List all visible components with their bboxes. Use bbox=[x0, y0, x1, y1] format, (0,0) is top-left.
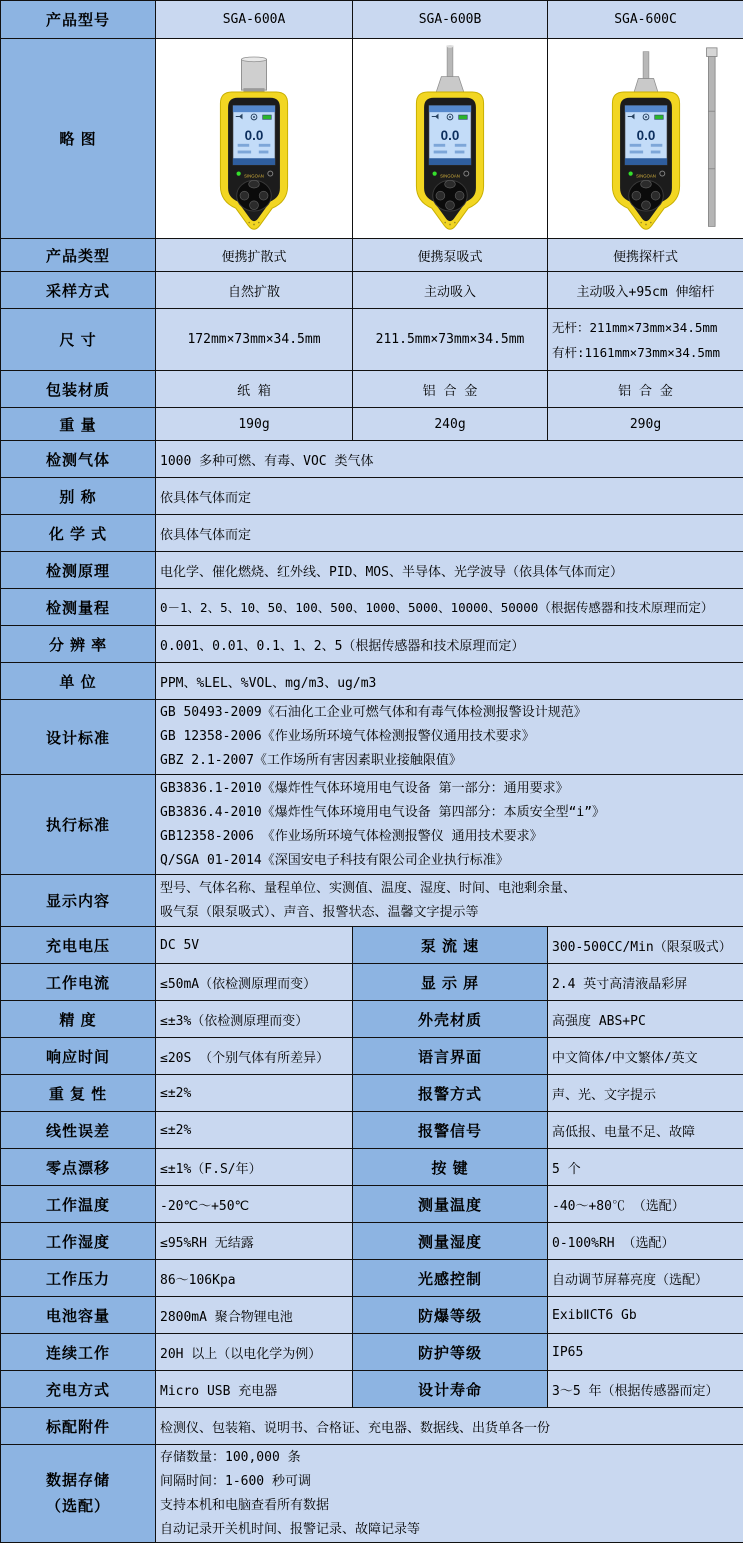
row-label-zero-drift: 零点漂移 bbox=[1, 1149, 156, 1186]
units-value: PPM、%LEL、%VOL、mg/m3、ug/m3 bbox=[156, 663, 743, 700]
row-label-design-standards: 设计标准 bbox=[1, 700, 156, 775]
execution-standard-line: Q/SGA 01-2014《深国安电子科技有限公司企业执行标准》 bbox=[160, 849, 739, 873]
row-linearity-alarm-signal bbox=[1, 1112, 743, 1149]
row-label-accuracy: 精 度 bbox=[1, 1001, 156, 1038]
resolution-value: 0.001、0.01、0.1、1、2、5（根据传感器和技术原理而定） bbox=[156, 626, 743, 663]
row-continuous-work-protection bbox=[1, 1334, 743, 1371]
buttons-value: 5 个 bbox=[548, 1149, 743, 1186]
display-content-value bbox=[156, 875, 743, 927]
detection-principle-value: 电化学、催化燃烧、红外线、PID、MOS、半导体、光学波导（依具体气体而定） bbox=[156, 552, 743, 589]
zero-drift-value: ≤±1%（F.S/年） bbox=[156, 1149, 353, 1186]
row-dimensions bbox=[1, 309, 743, 371]
row-resolution bbox=[1, 626, 743, 663]
row-battery-explosion-proof bbox=[1, 1297, 743, 1334]
row-design-standards bbox=[1, 700, 743, 775]
data-storage-line: 间隔时间：1-600 秒可调 bbox=[160, 1470, 739, 1494]
response-time-value: ≤20S （个别气体有所差异） bbox=[156, 1038, 353, 1075]
model-header-sga-600c: SGA-600C bbox=[548, 1, 743, 39]
weight-c: 290g bbox=[548, 408, 743, 441]
continuous-work-value: 20H 以上（以电化学为例） bbox=[156, 1334, 353, 1371]
dimensions-b: 211.5mm×73mm×34.5mm bbox=[353, 309, 548, 371]
row-zero-drift-buttons bbox=[1, 1149, 743, 1186]
design-standard-line: GB 12358-2006《作业场所环境气体检测报警仪通用技术要求》 bbox=[160, 725, 739, 749]
row-label-sketch: 略 图 bbox=[1, 39, 156, 239]
working-current-value: ≤50mA（依检测原理而变） bbox=[156, 964, 353, 1001]
working-humidity-value: ≤95%RH 无结露 bbox=[156, 1223, 353, 1260]
row-label-sampling-method: 采样方式 bbox=[1, 272, 156, 309]
row-label-chemical-formula: 化 学 式 bbox=[1, 515, 156, 552]
charging-voltage-value: DC 5V bbox=[156, 927, 353, 964]
row-accuracy-shell bbox=[1, 1001, 743, 1038]
execution-standards-value bbox=[156, 775, 743, 875]
row-working-pressure-light-sense bbox=[1, 1260, 743, 1297]
product-type-c: 便携探杆式 bbox=[548, 239, 743, 272]
row-label-product-type: 产品类型 bbox=[1, 239, 156, 272]
row-label-units: 单 位 bbox=[1, 663, 156, 700]
row-label-detection-range: 检测量程 bbox=[1, 589, 156, 626]
row-label-working-pressure: 工作压力 bbox=[1, 1260, 156, 1297]
detected-gases-value: 1000 多种可燃、有毒、VOC 类气体 bbox=[156, 441, 743, 478]
working-pressure-value: 86～106Kpa bbox=[156, 1260, 353, 1297]
weight-a: 190g bbox=[156, 408, 353, 441]
row-label-working-humidity: 工作湿度 bbox=[1, 1223, 156, 1260]
row-sketch bbox=[1, 39, 743, 239]
alias-value: 依具体气体而定 bbox=[156, 478, 743, 515]
row-label-detected-gases: 检测气体 bbox=[1, 441, 156, 478]
data-storage-value bbox=[156, 1445, 743, 1543]
row-label-charging-method: 充电方式 bbox=[1, 1371, 156, 1408]
explosion-proof-grade-value: ExibⅡCT6 Gb bbox=[548, 1297, 743, 1334]
row-alias bbox=[1, 478, 743, 515]
row-label-shell-material: 外壳材质 bbox=[353, 1001, 548, 1038]
row-label-product-model: 产品型号 bbox=[1, 1, 156, 39]
row-label-alarm-mode: 报警方式 bbox=[353, 1075, 548, 1112]
row-label-weight: 重 量 bbox=[1, 408, 156, 441]
design-standard-line: GB 50493-2009《石油化工企业可燃气体和有毒气体检测报警设计规范》 bbox=[160, 701, 739, 725]
chemical-formula-value: 依具体气体而定 bbox=[156, 515, 743, 552]
row-label-packaging: 包装材质 bbox=[1, 371, 156, 408]
row-label-detection-principle: 检测原理 bbox=[1, 552, 156, 589]
row-detection-range bbox=[1, 589, 743, 626]
row-label-repeatability: 重 复 性 bbox=[1, 1075, 156, 1112]
row-working-temp-measure-temp bbox=[1, 1186, 743, 1223]
row-standard-accessories bbox=[1, 1408, 743, 1445]
design-standards-value bbox=[156, 700, 743, 775]
linearity-error-value: ≤±2% bbox=[156, 1112, 353, 1149]
protection-grade-value: IP65 bbox=[548, 1334, 743, 1371]
row-label-design-life: 设计寿命 bbox=[353, 1371, 548, 1408]
row-label-battery-capacity: 电池容量 bbox=[1, 1297, 156, 1334]
row-label-standard-accessories: 标配附件 bbox=[1, 1408, 156, 1445]
data-storage-line: 支持本机和电脑查看所有数据 bbox=[160, 1494, 739, 1518]
device-photo-sga-600c bbox=[553, 44, 739, 236]
row-units bbox=[1, 663, 743, 700]
measure-temp-value: -40～+80℃ （选配） bbox=[548, 1186, 743, 1223]
row-product-model bbox=[1, 1, 743, 39]
design-standard-line: GBZ 2.1-2007《工作场所有害因素职业接触限值》 bbox=[160, 749, 739, 773]
dimensions-c-line2: 有杆:1161mm×73mm×34.5mm bbox=[552, 340, 739, 365]
sketch-cell-sga-600c bbox=[548, 39, 743, 239]
language-ui-value: 中文简体/中文繁体/英文 bbox=[548, 1038, 743, 1075]
row-label-display-screen: 显 示 屏 bbox=[353, 964, 548, 1001]
row-execution-standards bbox=[1, 775, 743, 875]
row-detected-gases bbox=[1, 441, 743, 478]
device-brand-label: SINGOAN bbox=[440, 173, 460, 178]
packaging-c: 铝 合 金 bbox=[548, 371, 743, 408]
row-label-protection-grade: 防护等级 bbox=[353, 1334, 548, 1371]
dimensions-c-line1: 无杆：211mm×73mm×34.5mm bbox=[552, 315, 739, 340]
row-charging-voltage-pump-flow bbox=[1, 927, 743, 964]
shell-material-value: 高强度 ABS+PC bbox=[548, 1001, 743, 1038]
standard-accessories-value: 检测仪、包装箱、说明书、合格证、充电器、数据线、出货单各一份 bbox=[156, 1408, 743, 1445]
execution-standard-line: GB3836.4-2010《爆炸性气体环境用电气设备 第四部分：本质安全型“i”》 bbox=[160, 801, 739, 825]
row-label-execution-standards: 执行标准 bbox=[1, 775, 156, 875]
row-product-type bbox=[1, 239, 743, 272]
sampling-c: 主动吸入+95cm 伸缩杆 bbox=[548, 272, 743, 309]
data-storage-label-line2: （选配） bbox=[5, 1494, 151, 1520]
row-repeatability-alarm-mode bbox=[1, 1075, 743, 1112]
device-screen-reading: 0.0 bbox=[245, 128, 264, 143]
row-label-response-time: 响应时间 bbox=[1, 1038, 156, 1075]
row-working-current-display bbox=[1, 964, 743, 1001]
row-label-measure-humidity: 测量湿度 bbox=[353, 1223, 548, 1260]
row-weight bbox=[1, 408, 743, 441]
device-brand-label: SINGOAN bbox=[636, 173, 656, 178]
row-label-charging-voltage: 充电电压 bbox=[1, 927, 156, 964]
sampling-a: 自然扩散 bbox=[156, 272, 353, 309]
row-label-data-storage bbox=[1, 1445, 156, 1543]
row-label-alias: 别 称 bbox=[1, 478, 156, 515]
display-screen-value: 2.4 英寸高清液晶彩屏 bbox=[548, 964, 743, 1001]
dimensions-c bbox=[548, 309, 743, 371]
alarm-signal-value: 高低报、电量不足、故障 bbox=[548, 1112, 743, 1149]
device-screen-reading: 0.0 bbox=[441, 128, 460, 143]
device-photo-sga-600a bbox=[161, 44, 347, 236]
row-label-pump-flow: 泵 流 速 bbox=[353, 927, 548, 964]
row-sampling-method bbox=[1, 272, 743, 309]
row-detection-principle bbox=[1, 552, 743, 589]
repeatability-value: ≤±2% bbox=[156, 1075, 353, 1112]
row-label-continuous-work: 连续工作 bbox=[1, 1334, 156, 1371]
charging-method-value: Micro USB 充电器 bbox=[156, 1371, 353, 1408]
weight-b: 240g bbox=[353, 408, 548, 441]
row-working-humidity-measure-humidity bbox=[1, 1223, 743, 1260]
battery-capacity-value: 2800mA 聚合物锂电池 bbox=[156, 1297, 353, 1334]
packaging-a: 纸 箱 bbox=[156, 371, 353, 408]
row-label-resolution: 分 辨 率 bbox=[1, 626, 156, 663]
display-content-line: 吸气泵（限泵吸式）、声音、报警状态、温馨文字提示等 bbox=[160, 901, 739, 925]
detection-range-value: 0－1、2、5、10、50、100、500、1000、5000、10000、50000（根据传感器和技术原理而定） bbox=[156, 589, 743, 626]
device-brand-label: SINGOAN bbox=[244, 173, 264, 178]
row-display-content bbox=[1, 875, 743, 927]
row-response-time-language bbox=[1, 1038, 743, 1075]
row-chemical-formula bbox=[1, 515, 743, 552]
row-label-linearity-error: 线性误差 bbox=[1, 1112, 156, 1149]
row-label-display-content: 显示内容 bbox=[1, 875, 156, 927]
model-header-sga-600b: SGA-600B bbox=[353, 1, 548, 39]
sketch-cell-sga-600a bbox=[156, 39, 353, 239]
model-header-sga-600a: SGA-600A bbox=[156, 1, 353, 39]
dimensions-a: 172mm×73mm×34.5mm bbox=[156, 309, 353, 371]
row-label-working-current: 工作电流 bbox=[1, 964, 156, 1001]
design-life-value: 3～5 年（根据传感器而定） bbox=[548, 1371, 743, 1408]
data-storage-line: 自动记录开关机时间、报警记录、故障记录等 bbox=[160, 1518, 739, 1542]
row-label-measure-temp: 测量温度 bbox=[353, 1186, 548, 1223]
row-label-alarm-signal: 报警信号 bbox=[353, 1112, 548, 1149]
row-packaging bbox=[1, 371, 743, 408]
row-label-buttons: 按 键 bbox=[353, 1149, 548, 1186]
row-label-light-sense-control: 光感控制 bbox=[353, 1260, 548, 1297]
row-label-explosion-proof-grade: 防爆等级 bbox=[353, 1297, 548, 1334]
data-storage-label-line1: 数据存储 bbox=[5, 1468, 151, 1494]
device-screen-reading: 0.0 bbox=[636, 128, 655, 143]
sketch-cell-sga-600b bbox=[353, 39, 548, 239]
product-type-b: 便携泵吸式 bbox=[353, 239, 548, 272]
light-sense-control-value: 自动调节屏幕亮度（选配） bbox=[548, 1260, 743, 1297]
row-label-language-ui: 语言界面 bbox=[353, 1038, 548, 1075]
execution-standard-line: GB3836.1-2010《爆炸性气体环境用电气设备 第一部分：通用要求》 bbox=[160, 777, 739, 801]
row-label-dimensions: 尺 寸 bbox=[1, 309, 156, 371]
sampling-b: 主动吸入 bbox=[353, 272, 548, 309]
row-label-working-temp: 工作温度 bbox=[1, 1186, 156, 1223]
data-storage-line: 存储数量：100,000 条 bbox=[160, 1446, 739, 1470]
row-charging-method-design-life bbox=[1, 1371, 743, 1408]
packaging-b: 铝 合 金 bbox=[353, 371, 548, 408]
display-content-line: 型号、气体名称、量程单位、实测值、温度、湿度、时间、电池剩余量、 bbox=[160, 877, 739, 901]
measure-humidity-value: 0-100%RH （选配） bbox=[548, 1223, 743, 1260]
product-type-a: 便携扩散式 bbox=[156, 239, 353, 272]
alarm-mode-value: 声、光、文字提示 bbox=[548, 1075, 743, 1112]
device-photo-sga-600b bbox=[357, 44, 543, 236]
pump-flow-value: 300-500CC/Min（限泵吸式） bbox=[548, 927, 743, 964]
working-temp-value: -20℃～+50℃ bbox=[156, 1186, 353, 1223]
accuracy-value: ≤±3%（依检测原理而变） bbox=[156, 1001, 353, 1038]
execution-standard-line: GB12358-2006 《作业场所环境气体检测报警仪 通用技术要求》 bbox=[160, 825, 739, 849]
row-data-storage bbox=[1, 1445, 743, 1543]
